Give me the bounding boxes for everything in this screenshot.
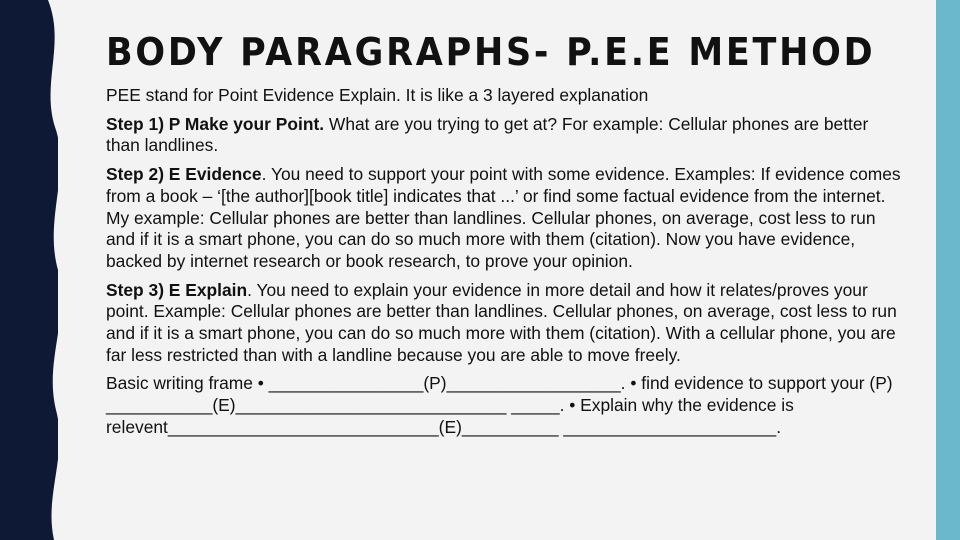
step-1-text: What are you trying to get at? For example: Cellular phones are better than landlines.	[106, 113, 869, 156]
intro-paragraph: PEE stand for Point Evidence Explain. It is like a 3 layered explanation	[106, 85, 649, 105]
right-accent-band	[936, 0, 960, 540]
slide-body	[106, 85, 906, 446]
step-1-paragraph	[106, 114, 906, 157]
writing-frame-paragraph: Basic writing frame • ________________(P)__________________. • find evidence to support your (P) ___________(E)____________________________ _____. • Explain why the evidence is relevent____________________________(E)__________ ______________________.	[106, 373, 893, 437]
step-2-paragraph	[106, 164, 906, 273]
step-3-text: . You need to explain your evidence in more detail and how it relates/proves your point. Example: Cellular phones are better than landlines. Cellular phones, on average, cost less to run and if it is a smart phone, you can do so much more with them (citation). With a cellular phone, you are far less restricted than with a landline because you are able to move freely.	[106, 279, 897, 365]
step-2-text: . You need to support your point with some evidence. Examples: If evidence comes from a book – ‘[the author][book title] indicates that ...’ or find some factual evidence from the internet. My example: Cellular phones are better than landlines. Cellular phones, on average, cost less to run and if it is a smart phone, you can do so much more with them (citation). Now you have evidence, backed by internet research or book research, to prove your opinion.	[106, 164, 901, 271]
step-1-label: Step 1) P Make your Point.	[106, 113, 325, 134]
left-decorative-band	[0, 0, 58, 540]
step-3-label: Step 3) E Explain	[106, 279, 248, 300]
slide-title: BODY PARAGRAPHS- P.E.E METHOD	[106, 30, 876, 74]
step-3-paragraph	[106, 280, 906, 367]
step-2-label: Step 2) E Evidence	[106, 164, 262, 185]
